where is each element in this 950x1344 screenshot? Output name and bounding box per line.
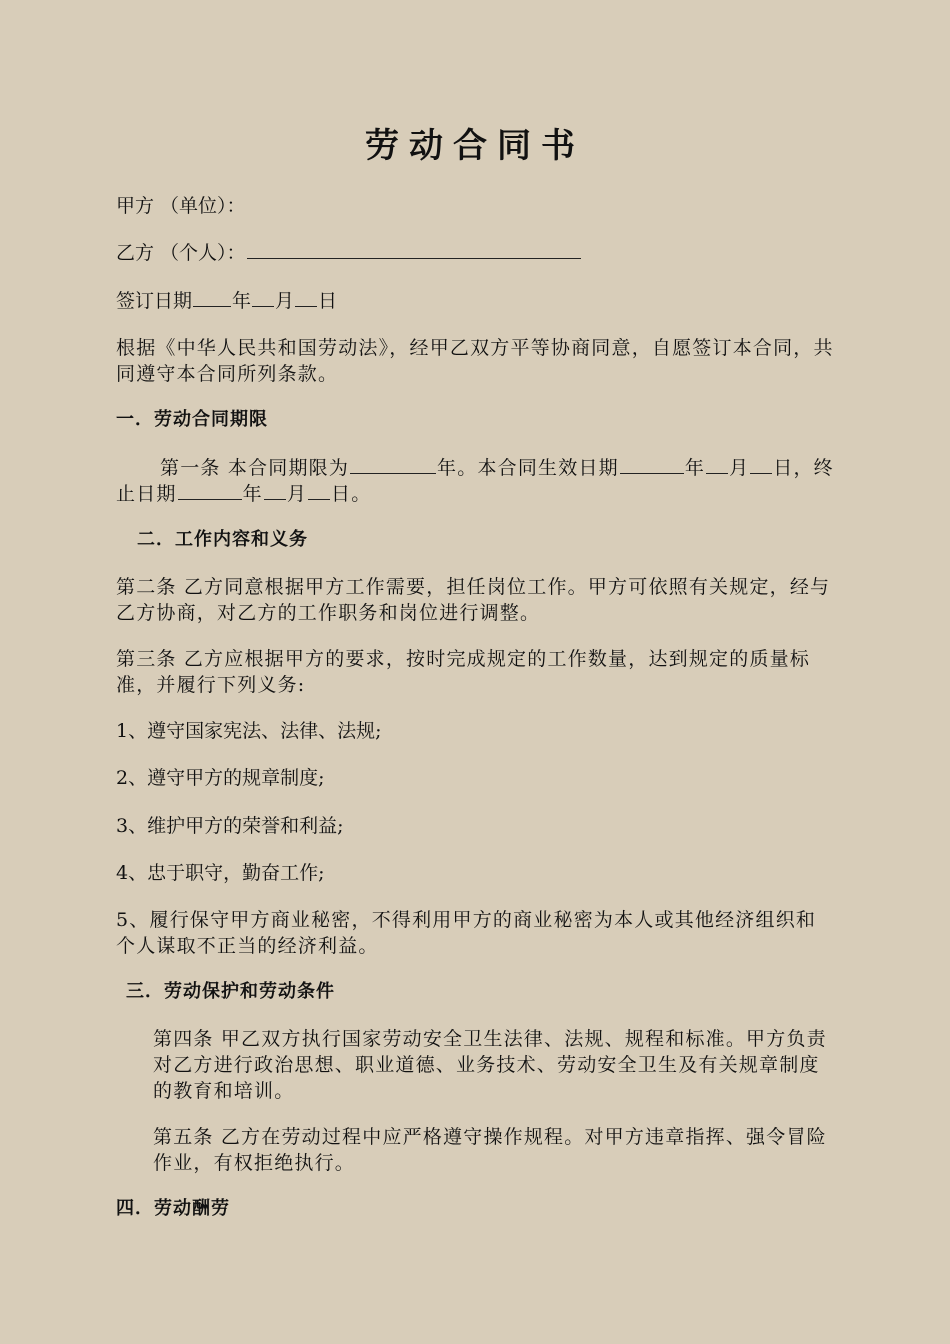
article-1-month: 月 (729, 457, 750, 479)
sign-day-label: 日 (318, 290, 338, 312)
party-b-label: 乙方 （个人）： (116, 242, 246, 264)
article-1 (116, 455, 834, 507)
start-day-blank[interactable] (750, 455, 772, 474)
article-1-year2: 年 (684, 457, 706, 479)
article-2: 第二条 乙方同意根据甲方工作需要，担任岗位工作。甲方可依照有关规定，经与乙方协商，对乙方的工作职务和岗位进行调整。 (116, 576, 831, 624)
sign-date-label: 签订日期 (116, 290, 193, 312)
section-heading-1: 一．劳动合同期限 (116, 409, 268, 430)
list-item: 1、遵守国家宪法、法律、法规; (116, 720, 382, 742)
page-title: 劳动合同书 (365, 126, 585, 166)
sign-month-blank[interactable] (252, 288, 274, 307)
term-blank[interactable] (350, 455, 436, 474)
sign-year-blank[interactable] (193, 288, 231, 307)
section-heading-3: 三．劳动保护和劳动条件 (126, 981, 335, 1002)
sign-date-line (116, 288, 337, 314)
party-a-line (116, 193, 246, 219)
party-a-label: 甲方 （单位）： (116, 195, 246, 217)
party-b-line (116, 240, 582, 266)
section-heading-2: 二．工作内容和义务 (137, 529, 308, 550)
sign-day-blank[interactable] (295, 288, 317, 307)
section-heading-4: 四．劳动酬劳 (116, 1198, 230, 1219)
list-item: 2、遵守甲方的规章制度; (116, 767, 325, 789)
end-month-blank[interactable] (264, 481, 286, 500)
start-year-blank[interactable] (620, 455, 684, 474)
list-item: 4、忠于职守，勤奋工作; (116, 862, 325, 884)
party-b-blank[interactable] (247, 240, 581, 259)
sign-year-label: 年 (232, 290, 252, 312)
article-1-day-end: 日，终止日期 (116, 457, 834, 505)
article-1-year3: 年 (242, 483, 263, 505)
list-item: 3、维护甲方的荣誉和利益; (116, 815, 344, 837)
article-5: 第五条 乙方在劳动过程中应严格遵守操作规程。对甲方违章指挥、强令冒险作业，有权拒绝执行。 (153, 1126, 827, 1174)
article-4: 第四条 甲乙双方执行国家劳动安全卫生法律、法规、规程和标准。甲方负责对乙方进行政治思想、职业道德、业务技术、劳动安全卫生及有关规章制度的教育和培训。 (153, 1028, 827, 1102)
article-1-prefix: 第一条 本合同期限为 (160, 457, 350, 479)
sign-month-label: 月 (275, 290, 295, 312)
preamble: 根据《中华人民共和国劳动法》，经甲乙双方平等协商同意，自愿签订本合同，共同遵守本合同所列条款。 (116, 337, 834, 385)
article-1-year1: 年。本合同生效日期 (437, 457, 619, 479)
article-1-month2: 月 (286, 483, 308, 505)
end-day-blank[interactable] (308, 481, 330, 500)
list-item: 5、履行保守甲方商业秘密，不得利用甲方的商业秘密为本人或其他经济组织和个人谋取不正当的经济利益。 (116, 909, 817, 957)
start-month-blank[interactable] (706, 455, 728, 474)
article-1-day2: 日。 (331, 483, 372, 505)
end-year-blank[interactable] (178, 481, 242, 500)
article-3: 第三条 乙方应根据甲方的要求，按时完成规定的工作数量，达到规定的质量标准，并履行下列义务: (116, 648, 811, 696)
